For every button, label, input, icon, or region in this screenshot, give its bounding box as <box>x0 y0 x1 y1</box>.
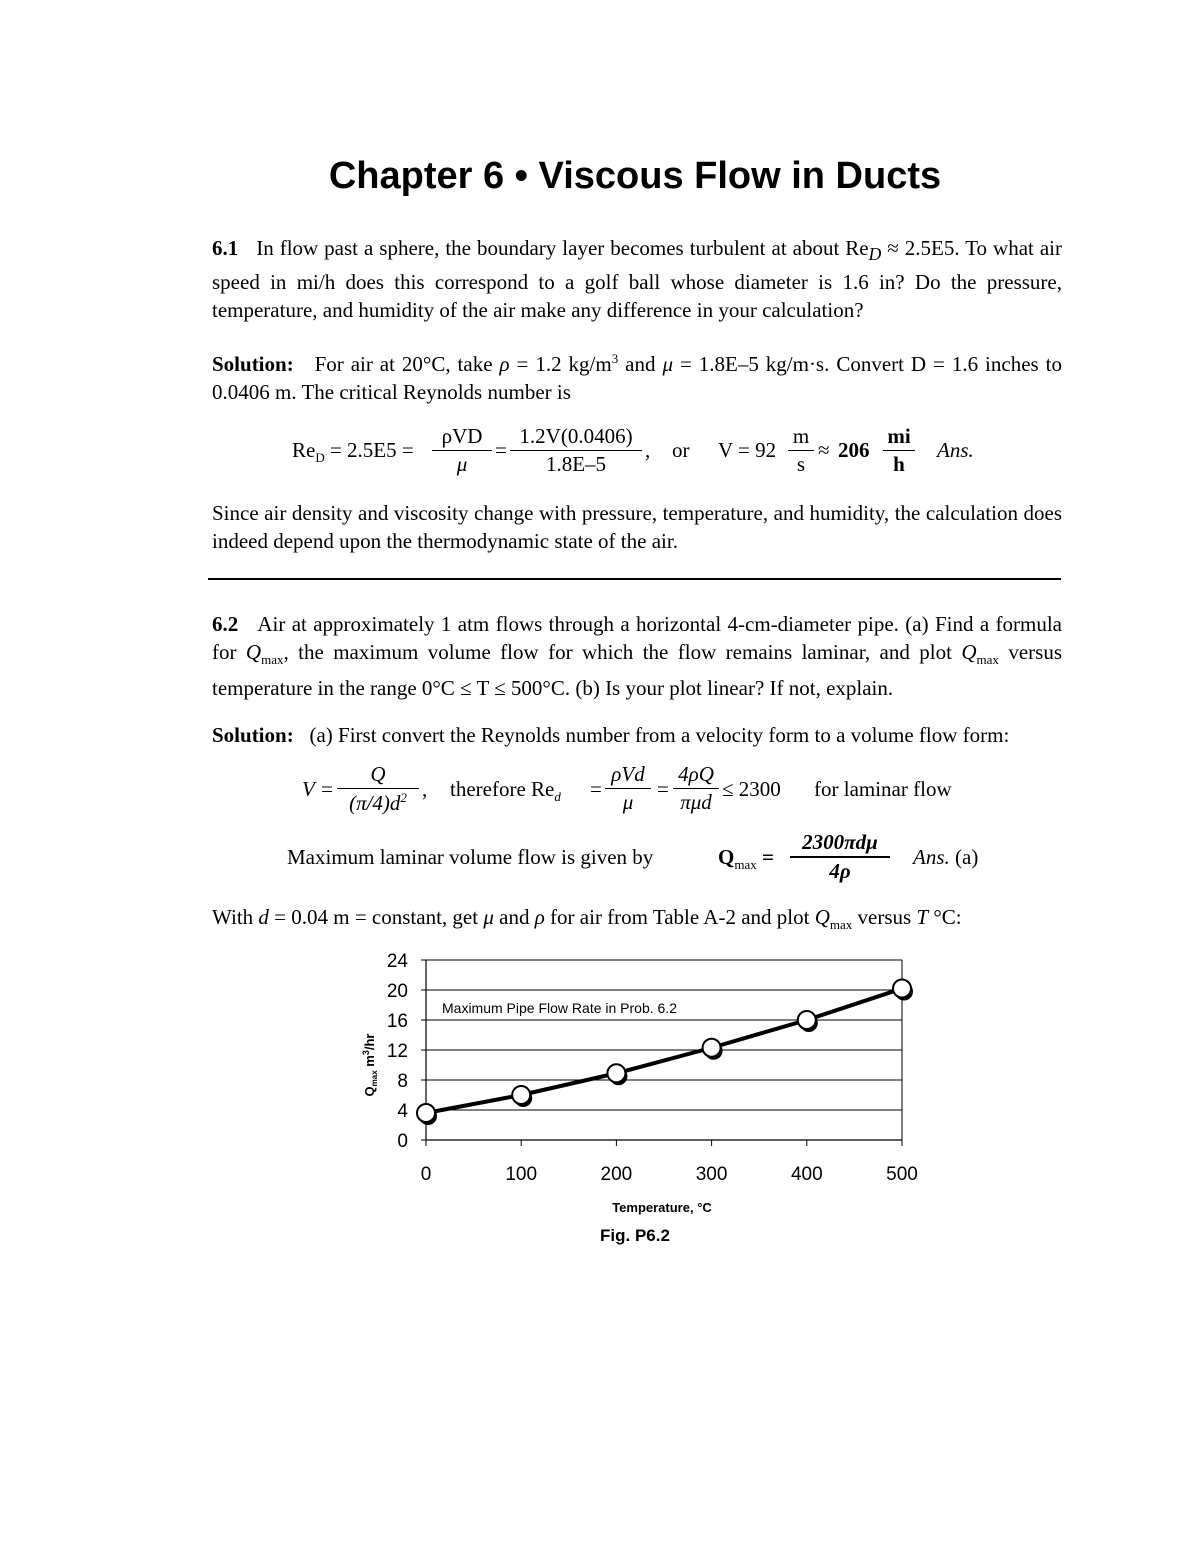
numerator: 4ρQ <box>678 762 714 786</box>
v-lhs: V = <box>302 777 334 801</box>
solution-6-2-intro <box>212 721 1062 749</box>
ylabel-sup: 3 <box>361 1050 371 1056</box>
x-tick-label: 100 <box>505 1164 538 1185</box>
mu-symbol: μ <box>662 352 673 376</box>
fraction-bar <box>788 450 814 451</box>
denominator <box>337 790 419 816</box>
mu-symbol: μ <box>483 905 494 929</box>
comma: , <box>645 438 651 462</box>
qmax-chart <box>340 940 940 1225</box>
superscript: 2 <box>400 790 407 805</box>
x-axis-label: Temperature, °C <box>612 1200 712 1215</box>
qmax-fraction <box>790 830 890 884</box>
result-value: 206 <box>838 438 870 462</box>
axes <box>421 960 902 1146</box>
text: versus temperature in the range 0°C ≤ T ≤ 500°C. (b) Is your plot linear? If not, explain. <box>212 640 1062 701</box>
text: °C: <box>928 905 962 929</box>
x-tick-label: 0 <box>420 1164 432 1185</box>
fraction-rho-v-d <box>432 424 492 477</box>
data-point <box>798 1011 816 1029</box>
qmax-intro: Maximum laminar volume flow is given by <box>287 845 654 869</box>
comma: , <box>422 777 428 801</box>
rho-symbol: ρ <box>534 905 545 929</box>
ylabel-q: Q <box>362 1086 377 1097</box>
answer-label <box>913 845 978 870</box>
ylabel-tail: /hr <box>362 1033 377 1051</box>
superscript: 3 <box>611 351 619 366</box>
data-point <box>512 1086 530 1104</box>
denominator-text: (π/4)d <box>349 791 401 815</box>
subscript: d <box>554 789 561 805</box>
subscript: max <box>829 917 853 933</box>
q-symbol: Q <box>961 640 977 664</box>
equals: = <box>590 777 602 801</box>
eq-lhs <box>292 438 414 466</box>
numerator: m <box>792 424 810 448</box>
numerator: ρVD <box>441 424 483 448</box>
q-symbol: Q <box>814 905 830 929</box>
problem-number: 6.2 <box>212 612 239 636</box>
data-point <box>607 1064 625 1082</box>
text: versus <box>852 905 917 929</box>
text: = 1.2 kg/m <box>509 352 612 376</box>
y-tick-label: 4 <box>397 1101 408 1122</box>
denominator: s <box>796 452 806 476</box>
subscript: max <box>734 857 757 873</box>
text: For air at 20°C, take <box>314 352 500 376</box>
numerator: 1.2V(0.0406) <box>519 424 633 448</box>
text: Air at approximately 1 atm flows through a horizontal 4-cm-diameter pipe. (a) Find a formula for <box>212 612 1063 664</box>
y-tick-labels <box>387 951 409 1152</box>
approx-sign: ≈ <box>818 438 830 462</box>
x-tick-label: 200 <box>600 1164 633 1185</box>
x-tick-labels <box>421 1164 918 1185</box>
data-point <box>893 980 911 998</box>
unit-m-per-s <box>788 424 814 477</box>
y-axis-label <box>361 1034 379 1097</box>
text: for air from Table A-2 and plot <box>544 905 815 929</box>
leq-2300: ≤ 2300 <box>722 777 781 801</box>
y-tick-label: 16 <box>386 1011 408 1032</box>
problem-number: 6.1 <box>212 236 239 260</box>
laminar-flow-text: for laminar flow <box>814 777 952 801</box>
text: and <box>493 905 535 929</box>
gridlines <box>426 960 902 1110</box>
rho-symbol: ρ <box>499 352 510 376</box>
x-tick-label: 500 <box>886 1164 918 1185</box>
denominator: μ <box>456 452 468 476</box>
fraction-numeric <box>510 424 642 477</box>
equals: = <box>761 845 774 869</box>
text: , the maximum volume flow for which the flow remains laminar, and plot <box>283 640 962 664</box>
data-point <box>703 1039 721 1057</box>
fraction-bar <box>673 788 719 789</box>
solution-label: Solution: <box>212 352 294 376</box>
or-word: or <box>672 438 690 462</box>
ylabel-sub: max <box>370 1070 379 1087</box>
statement-text: In flow past a sphere, the boundary layer becomes turbulent at about Re <box>256 236 869 260</box>
answer-label: Ans. <box>937 438 974 462</box>
fraction-bar <box>605 788 651 789</box>
problem-6-2-statement <box>212 610 1062 702</box>
y-tick-label: 12 <box>386 1041 408 1062</box>
chapter-title: Chapter 6 • Viscous Flow in Ducts <box>328 155 942 197</box>
therefore-re <box>450 777 561 805</box>
svg-text:Qmax m3/hr <box>361 1034 379 1097</box>
text: = 1.8E–5 kg/m·s. Convert D = 1.6 inches to 0.0406 m. The critical Reynolds number is <box>212 352 1062 404</box>
equals: = <box>657 777 669 801</box>
ans-text: Ans. <box>913 845 950 869</box>
numerator: Q <box>370 762 386 786</box>
numerator: 2300πdμ <box>802 830 878 854</box>
fraction-4-rho-q <box>673 762 719 815</box>
denominator: 4ρ <box>829 859 851 883</box>
data-point <box>417 1104 435 1122</box>
chart-title: Maximum Pipe Flow Rate in Prob. 6.2 <box>442 1000 677 1016</box>
text: and <box>618 352 663 376</box>
solution-label: Solution: <box>212 723 294 747</box>
denominator: 1.8E–5 <box>545 452 607 476</box>
denominator: πμd <box>680 790 712 814</box>
denominator: μ <box>622 790 634 814</box>
q-symbol: Q <box>718 845 735 869</box>
numerator: ρVd <box>611 762 645 786</box>
fraction-q-area <box>337 762 419 816</box>
figure-caption: Fig. P6.2 <box>600 1226 670 1245</box>
text: = 0.04 m = constant, get <box>268 905 484 929</box>
subscript: max <box>261 652 284 668</box>
y-tick-label: 24 <box>386 951 408 972</box>
velocity-value: V = 92 <box>718 438 777 462</box>
y-tick-label: 20 <box>386 981 408 1002</box>
problem-6-1-statement <box>212 234 1062 324</box>
ylabel-unit: m <box>362 1055 377 1071</box>
subscript: D <box>315 450 325 466</box>
equals: = 2.5E5 = <box>324 438 414 462</box>
fraction-bar <box>883 450 915 451</box>
q-symbol: Q <box>245 640 262 664</box>
unit-mi-per-h <box>883 424 915 477</box>
section-divider <box>208 578 1061 580</box>
conclusion-6-1: Since air density and viscosity change with pressure, temperature, and humidity, the calculation does indeed depend upon the thermodynamic state of the air. <box>212 501 1062 553</box>
plot-instruction <box>212 903 1062 939</box>
fraction-bar <box>432 450 492 451</box>
re-symbol: Re <box>292 438 316 462</box>
statement-text-rest: ≈ 2.5E5. To what air speed in mi/h does this correspond to a golf ball whose diameter is 1.6 in? Do the pressure, temperature, and humidity of the air make any difference in your calculation? <box>212 236 1063 323</box>
fraction-rho-v-d <box>605 762 651 815</box>
solution-6-1-text <box>212 345 1062 406</box>
fraction-bar <box>790 856 890 858</box>
t-symbol: T <box>916 905 929 929</box>
text: therefore Re <box>450 777 555 801</box>
subscript: D <box>868 244 882 265</box>
fraction-bar <box>337 788 419 789</box>
y-tick-label: 8 <box>397 1071 408 1092</box>
qmax-lhs <box>718 845 774 873</box>
fraction-bar <box>510 450 642 451</box>
d-symbol: d <box>258 905 269 929</box>
y-tick-label: 0 <box>397 1131 408 1152</box>
subscript: max <box>976 652 999 668</box>
text: (a) First convert the Reynolds number from a velocity form to a volume flow form: <box>309 723 1010 747</box>
text: With <box>212 905 259 929</box>
denominator: h <box>893 452 905 476</box>
part-label: (a) <box>955 845 979 869</box>
x-tick-label: 400 <box>790 1164 823 1185</box>
x-tick-label: 300 <box>695 1164 728 1185</box>
numerator: mi <box>887 424 911 448</box>
equals: = <box>495 438 507 462</box>
